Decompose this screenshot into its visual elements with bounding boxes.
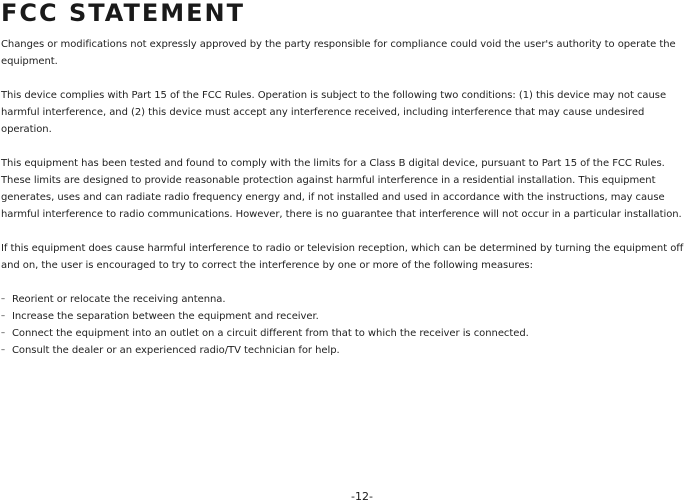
- bullet-dash: --: [1, 312, 5, 320]
- document-body: [1, 36, 694, 359]
- measure-text: Reorient or relocate the receiving antenna.: [12, 294, 226, 305]
- measure-text: Increase the separation between the equipment and receiver.: [12, 311, 319, 322]
- list-item: [1, 342, 694, 359]
- paragraph-part15-conditions: This device complies with Part 15 of the FCC Rules. Operation is subject to the following two conditions: (1) this device may not cause harmful interference, and (2) this device must accept any interference received, including interference that may cause undesired operation.: [1, 90, 667, 135]
- paragraph-interference-measures: If this equipment does cause harmful interference to radio or television reception, which can be determined by turning the equipment off and on, the user is encouraged to try to correct the interference by one or more of the following measures:: [1, 243, 684, 271]
- page-title: FCC STATEMENT: [1, 0, 245, 27]
- page-number: -12-: [351, 490, 373, 503]
- list-item: [1, 291, 694, 308]
- bullet-dash: --: [1, 346, 5, 354]
- measures-list: [1, 291, 694, 359]
- measure-text: Consult the dealer or an experienced radio/TV technician for help.: [12, 345, 340, 356]
- paragraph-modifications: Changes or modifications not expressly approved by the party responsible for compliance could void the user's authority to operate the equipment.: [1, 39, 676, 67]
- bullet-dash: --: [1, 329, 5, 337]
- list-item: [1, 308, 694, 325]
- bullet-dash: --: [1, 295, 5, 303]
- paragraph-class-b-limits: This equipment has been tested and found to comply with the limits for a Class B digital device, pursuant to Part 15 of the FCC Rules. These limits are designed to provide reasonable protection against harmful interference in a residential installation. This equipment generates, uses and can radiate radio frequency energy and, if not installed and used in accordance with the instructions, may cause harmful interference to radio communications. However, there is no guarantee that interference will not occur in a particular installation.: [1, 158, 682, 220]
- measure-text: Connect the equipment into an outlet on a circuit different from that to which the receiver is connected.: [12, 328, 529, 339]
- list-item: [1, 325, 694, 342]
